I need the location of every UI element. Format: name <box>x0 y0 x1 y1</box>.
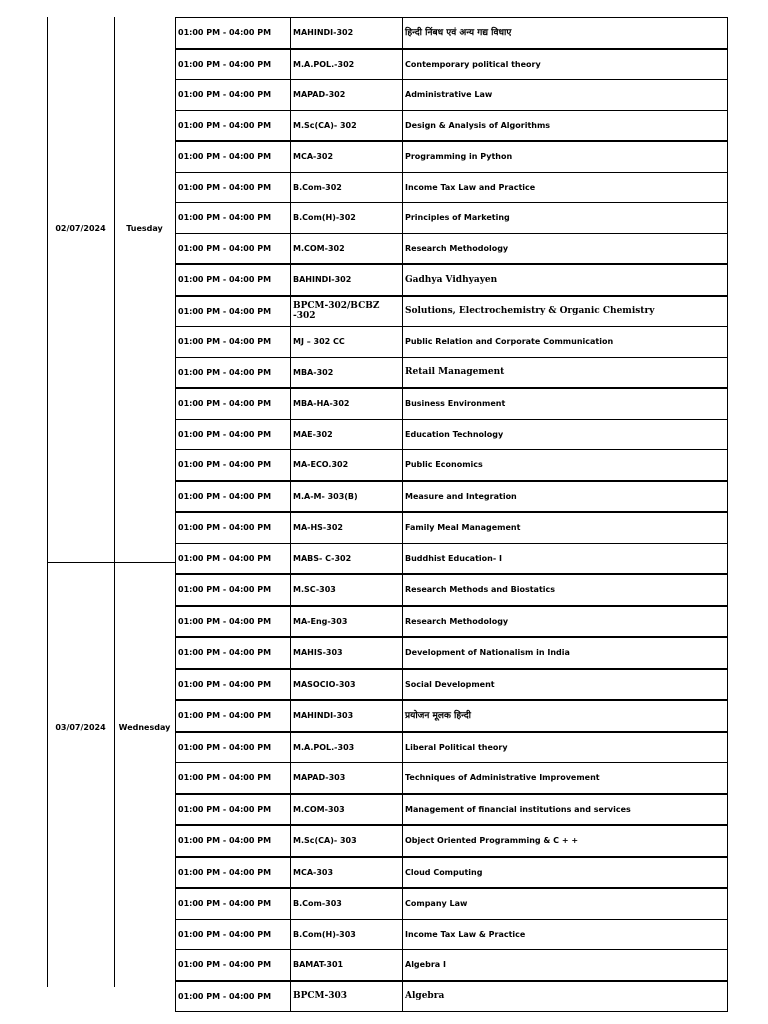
subject-cell: Business Environment <box>403 388 728 419</box>
date-day-rule <box>114 17 115 987</box>
course-code-cell: MA-HS-302 <box>291 512 403 543</box>
course-code-cell: M.Sc(CA)- 302 <box>291 110 403 141</box>
table-row <box>176 296 728 327</box>
exam-time-cell: 01:00 PM - 04:00 PM <box>176 172 291 203</box>
exam-time-cell: 01:00 PM - 04:00 PM <box>176 512 291 543</box>
course-code-cell: BPCM-302/BCBZ -302 <box>291 296 403 327</box>
table-row <box>176 732 728 763</box>
table-row <box>176 419 728 450</box>
exam-time-cell: 01:00 PM - 04:00 PM <box>176 110 291 141</box>
subject-cell: Public Relation and Corporate Communication <box>403 327 728 358</box>
subject-cell: प्रयोजन मूलक हिन्दी <box>403 700 728 732</box>
course-code-cell: M.A.POL.-302 <box>291 49 403 80</box>
subject-cell: Family Meal Management <box>403 512 728 543</box>
exam-time-cell: 01:00 PM - 04:00 PM <box>176 732 291 763</box>
table-row <box>176 512 728 543</box>
exam-time-cell: 01:00 PM - 04:00 PM <box>176 543 291 574</box>
table-row <box>176 669 728 701</box>
exam-time-cell: 01:00 PM - 04:00 PM <box>176 233 291 264</box>
subject-cell: Income Tax Law & Practice <box>403 919 728 950</box>
course-code-cell: M.A.POL.-303 <box>291 732 403 763</box>
table-row <box>176 357 728 388</box>
table-row <box>176 110 728 141</box>
group-day-wednesday: Wednesday <box>118 723 171 732</box>
table-row <box>176 857 728 889</box>
subject-cell: Object Oriented Programming & C + + <box>403 825 728 857</box>
exam-time-cell: 01:00 PM - 04:00 PM <box>176 794 291 826</box>
subject-cell: Design & Analysis of Algorithms <box>403 110 728 141</box>
table-row <box>176 606 728 638</box>
course-code-cell: MBA-HA-302 <box>291 388 403 419</box>
table-row <box>176 264 728 296</box>
course-code-cell: MAE-302 <box>291 419 403 450</box>
table-row <box>176 80 728 111</box>
course-code-cell: MA-Eng-303 <box>291 606 403 638</box>
exam-time-cell: 01:00 PM - 04:00 PM <box>176 763 291 794</box>
table-row <box>176 18 728 49</box>
course-code-cell: MCA-303 <box>291 857 403 889</box>
table-row <box>176 388 728 419</box>
exam-time-cell: 01:00 PM - 04:00 PM <box>176 388 291 419</box>
course-code-cell: BPCM-303 <box>291 981 403 1012</box>
table-row <box>176 233 728 264</box>
group-separator <box>47 562 175 563</box>
table-row <box>176 763 728 794</box>
course-code-cell: M.SC-303 <box>291 574 403 606</box>
subject-cell: Principles of Marketing <box>403 203 728 234</box>
exam-time-cell: 01:00 PM - 04:00 PM <box>176 203 291 234</box>
course-code-cell: B.Com-302 <box>291 172 403 203</box>
exam-time-cell: 01:00 PM - 04:00 PM <box>176 141 291 172</box>
subject-cell: Techniques of Administrative Improvement <box>403 763 728 794</box>
exam-time-cell: 01:00 PM - 04:00 PM <box>176 296 291 327</box>
exam-time-cell: 01:00 PM - 04:00 PM <box>176 857 291 889</box>
exam-time-cell: 01:00 PM - 04:00 PM <box>176 419 291 450</box>
exam-time-cell: 01:00 PM - 04:00 PM <box>176 18 291 49</box>
exam-time-cell: 01:00 PM - 04:00 PM <box>176 450 291 481</box>
subject-cell: Research Methods and Biostatics <box>403 574 728 606</box>
subject-cell: Administrative Law <box>403 80 728 111</box>
table-row <box>176 919 728 950</box>
table-row <box>176 172 728 203</box>
course-code-cell: MA-ECO.302 <box>291 450 403 481</box>
course-code-cell: B.Com-303 <box>291 888 403 919</box>
table-row <box>176 825 728 857</box>
exam-time-cell: 01:00 PM - 04:00 PM <box>176 669 291 701</box>
course-code-cell: MASOCIO-303 <box>291 669 403 701</box>
table-row <box>176 981 728 1012</box>
subject-cell: Research Methodology <box>403 606 728 638</box>
subject-cell: Contemporary political theory <box>403 49 728 80</box>
left-rule <box>47 17 48 987</box>
subject-cell: Income Tax Law and Practice <box>403 172 728 203</box>
table-row <box>176 888 728 919</box>
exam-time-cell: 01:00 PM - 04:00 PM <box>176 327 291 358</box>
subject-cell: Retail Management <box>403 357 728 388</box>
table-row <box>176 327 728 358</box>
exam-time-cell: 01:00 PM - 04:00 PM <box>176 264 291 296</box>
table-row <box>176 203 728 234</box>
exam-time-cell: 01:00 PM - 04:00 PM <box>176 919 291 950</box>
course-code-cell: M.COM-303 <box>291 794 403 826</box>
course-code-cell: MAHIS-303 <box>291 637 403 669</box>
table-row <box>176 543 728 574</box>
course-code-cell: MAPAD-303 <box>291 763 403 794</box>
subject-cell: Algebra I <box>403 950 728 981</box>
course-code-cell: MJ – 302 CC <box>291 327 403 358</box>
subject-cell: Management of financial institutions and services <box>403 794 728 826</box>
exam-time-cell: 01:00 PM - 04:00 PM <box>176 950 291 981</box>
group-date-tuesday: 02/07/2024 <box>55 224 106 233</box>
group-day-tuesday: Tuesday <box>126 224 163 233</box>
course-code-cell: MBA-302 <box>291 357 403 388</box>
table-row <box>176 950 728 981</box>
course-code-cell: BAHINDI-302 <box>291 264 403 296</box>
course-code-cell: MAHINDI-302 <box>291 18 403 49</box>
subject-cell: Gadhya Vidhyayen <box>403 264 728 296</box>
exam-time-cell: 01:00 PM - 04:00 PM <box>176 80 291 111</box>
table-row <box>176 574 728 606</box>
course-code-cell: MCA-302 <box>291 141 403 172</box>
subject-cell: Buddhist Education- I <box>403 543 728 574</box>
exam-time-cell: 01:00 PM - 04:00 PM <box>176 825 291 857</box>
course-code-cell: MAPAD-302 <box>291 80 403 111</box>
subject-cell: हिन्दी निंबध एवं अन्य गद्य विधाए <box>403 18 728 49</box>
exam-time-cell: 01:00 PM - 04:00 PM <box>176 49 291 80</box>
subject-cell: Social Development <box>403 669 728 701</box>
subject-cell: Liberal Political theory <box>403 732 728 763</box>
schedule-table <box>175 17 728 1012</box>
course-code-cell: MABS- C-302 <box>291 543 403 574</box>
exam-time-cell: 01:00 PM - 04:00 PM <box>176 700 291 732</box>
exam-time-cell: 01:00 PM - 04:00 PM <box>176 637 291 669</box>
subject-cell: Measure and Integration <box>403 481 728 513</box>
exam-time-cell: 01:00 PM - 04:00 PM <box>176 574 291 606</box>
table-row <box>176 450 728 481</box>
table-row <box>176 481 728 513</box>
course-code-cell: M.Sc(CA)- 303 <box>291 825 403 857</box>
subject-cell: Solutions, Electrochemistry & Organic Chemistry <box>403 296 728 327</box>
course-code-cell: M.COM-302 <box>291 233 403 264</box>
course-code-cell: MAHINDI-303 <box>291 700 403 732</box>
exam-time-cell: 01:00 PM - 04:00 PM <box>176 481 291 513</box>
table-row <box>176 794 728 826</box>
exam-time-cell: 01:00 PM - 04:00 PM <box>176 606 291 638</box>
course-code-cell: B.Com(H)-303 <box>291 919 403 950</box>
course-code-cell: B.Com(H)-302 <box>291 203 403 234</box>
group-date-wednesday: 03/07/2024 <box>55 723 106 732</box>
subject-cell: Development of Nationalism in India <box>403 637 728 669</box>
exam-time-cell: 01:00 PM - 04:00 PM <box>176 888 291 919</box>
table-row <box>176 700 728 732</box>
exam-time-cell: 01:00 PM - 04:00 PM <box>176 357 291 388</box>
course-code-cell: BAMAT-301 <box>291 950 403 981</box>
subject-cell: Education Technology <box>403 419 728 450</box>
subject-cell: Cloud Computing <box>403 857 728 889</box>
table-row <box>176 49 728 80</box>
exam-time-cell: 01:00 PM - 04:00 PM <box>176 981 291 1012</box>
table-row <box>176 141 728 172</box>
subject-cell: Algebra <box>403 981 728 1012</box>
table-row <box>176 637 728 669</box>
subject-cell: Public Economics <box>403 450 728 481</box>
course-code-cell: M.A-M- 303(B) <box>291 481 403 513</box>
subject-cell: Company Law <box>403 888 728 919</box>
subject-cell: Research Methodology <box>403 233 728 264</box>
subject-cell: Programming in Python <box>403 141 728 172</box>
